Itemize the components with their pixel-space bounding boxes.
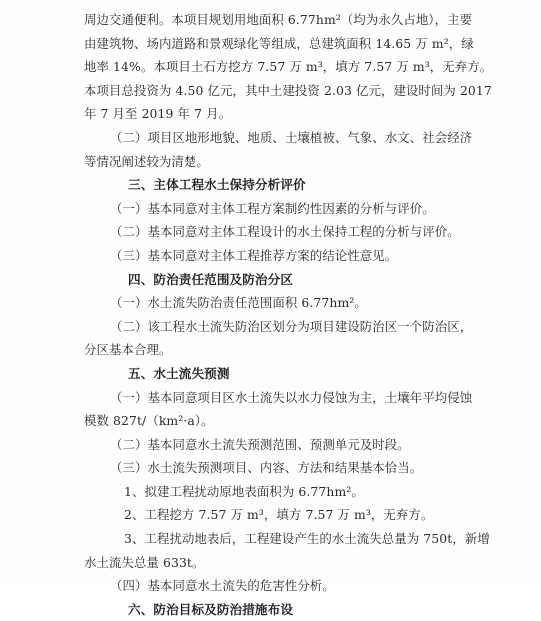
section-heading-3: 三、主体工程水土保持分析评价 (128, 177, 306, 193)
text-line: （二）该工程水土流失防治区划分为项目建设防治区一个防治区， (110, 318, 473, 334)
text-line: 本项目总投资为 4.50 亿元，其中土建投资 2.03 亿元，建设时间为 2017 (84, 82, 492, 98)
text-line: （三）基本同意对主体工程推荐方案的结论性意见。 (110, 247, 398, 263)
text-line: （一）基本同意对主体工程方案制约性因素的分析与评价。 (110, 200, 435, 216)
text-line: （二）基本同意对主体工程设计的水土保持工程的分析与评价。 (110, 224, 460, 240)
text-line: （三）水土流失预测项目、内容、方法和结果基本恰当。 (110, 460, 423, 476)
text-line: 1、拟建工程扰动原地表面积为 6.77hm²。 (124, 483, 364, 499)
text-line: （一）基本同意项目区水土流失以水力侵蚀为主，土壤年平均侵蚀 (110, 389, 473, 405)
section-heading-6: 六、防治目标及防治措施布设 (128, 601, 294, 617)
text-line: 水土流失总量 633t。 (84, 554, 205, 570)
text-line: （一）水土流失防治责任范围面积 6.77hm²。 (110, 295, 367, 311)
text-line: 周边交通便利。本项目规划用地面积 6.77hm²（均为永久占地），主要 (84, 12, 473, 27)
text-line: 模数 827t/（km²·a）。 (84, 413, 214, 429)
text-line: 3、工程扰动地表后，工程建设产生的水土流失总量为 750t，新增 (124, 531, 490, 547)
text-line: 年 7 月至 2019 年 7 月。 (84, 106, 232, 122)
text-line: （四）基本同意水土流失的危害性分析。 (110, 578, 335, 594)
text-line: 由建筑物、场内道路和景观绿化等组成，总建筑面积 14.65 万 m²，绿 (84, 35, 474, 51)
text-line: 等情况阐述较为清楚。 (84, 153, 209, 169)
text-line: 2、工程挖方 7.57 万 m³，填方 7.57 万 m³，无弃方。 (124, 507, 434, 523)
text-line: （二）基本同意水土流失预测范围、预测单元及时段。 (110, 436, 410, 452)
section-heading-5: 五、水土流失预测 (128, 365, 230, 381)
section-heading-4: 四、防治责任范围及防治分区 (128, 271, 294, 287)
document-body (84, 8, 516, 621)
text-line: 分区基本合理。 (84, 342, 172, 358)
text-line: 地率 14%。本项目土石方挖方 7.57 万 m³，填方 7.57 万 m³，无弃方。 (84, 59, 493, 75)
text-line: （二）项目区地形地貌、地质、土壤植被、气象、水文、社会经济 (110, 129, 473, 145)
